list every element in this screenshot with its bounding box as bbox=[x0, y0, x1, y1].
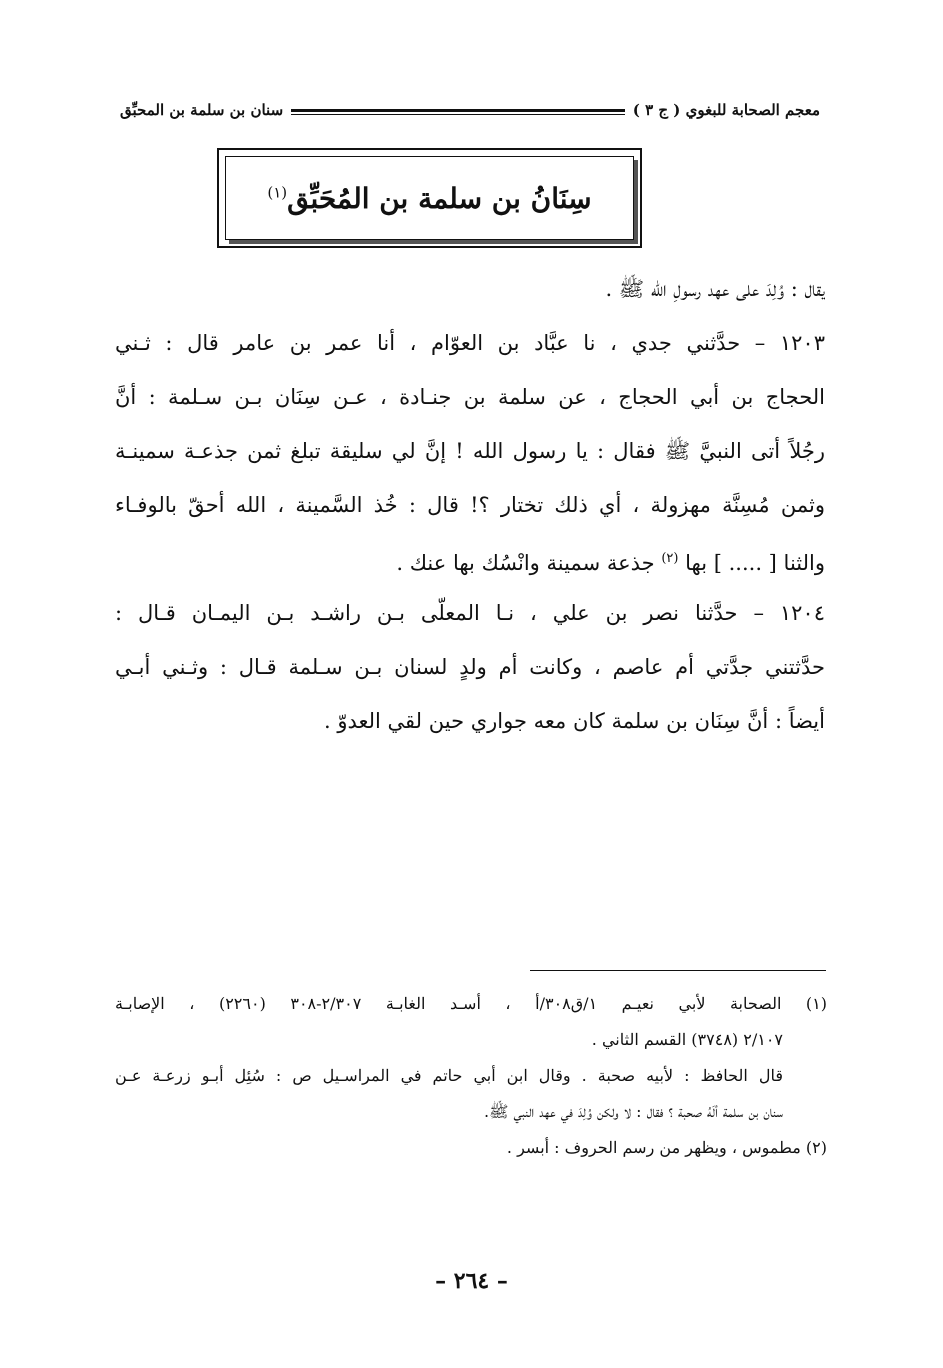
footnote-line: ٢/١٠٧ (٣٧٤٨) القسم الثاني . bbox=[591, 1030, 783, 1049]
footnote-line: (٢) مطموس ، ويظهر من رسم الحروف : أبسر . bbox=[506, 1138, 827, 1157]
body-line: رجُلاً أتى النبيَّ ﷺ فقال : يا رسول الله ! إنَّ لي سليقة تبلغ ثمن جذعـة سمينـة bbox=[115, 439, 825, 463]
body-footnote-ref: (٢) bbox=[661, 551, 679, 566]
footnote-line: (١) الصحابة لأبي نعيـم ١/ق٣٠٨/أ ، أسـد الغابـة ٢/٣٠٧-٣٠٨ (٢٢٦٠) ، الإصابـة bbox=[115, 994, 827, 1013]
body-line bbox=[115, 532, 825, 586]
body-line: يقال : وُلِدَ على عهد رسولِ الله ﷺ . bbox=[605, 277, 825, 301]
body-line: ١٢٠٣ – حدَّثني جدي ، نا عبَّاد بن العوّام ، أنا عمر بن عامر قال : ثـني bbox=[115, 331, 825, 355]
page-number: – ٢٦٤ – bbox=[435, 1268, 508, 1294]
running-header bbox=[120, 96, 820, 124]
entry-title bbox=[267, 182, 591, 215]
body-text bbox=[115, 262, 825, 748]
footnote-line: قال الحافظ : لأبيه صحبة . وقال ابن أبي حاتم في المراسـيل ص : سُئِل أبـو زرعـة عـن bbox=[115, 1066, 783, 1085]
body-line: ١٢٠٤ – حدَّثنا نصر بن علي ، نـا المعلّى بـن راشـد بـن اليمـان قـال : bbox=[115, 601, 825, 625]
body-line: وثمن مُسِنَّة مهزولة ، أي ذلك تختار ؟! قال : خُذ السَّمينة ، الله أحقّ بالوفـاء bbox=[115, 493, 825, 517]
header-rule bbox=[291, 109, 625, 112]
footnotes bbox=[115, 986, 827, 1166]
body-line: الحجاج بن أبي الحجاج ، عن سلمة بن جنـادة ، عـن سِنَان بـن سـلمة : أنَّ bbox=[115, 385, 825, 409]
header-book-title: معجم الصحابة للبغوي ( ج ٣ ) bbox=[632, 101, 820, 119]
footnote-line: سنان بن سلمة ألَهُ صحبة ؟ فقال : لا ولكن وُلِدَ في عهد النبي ﷺ. bbox=[484, 1102, 783, 1121]
header-chapter-title: سنان بن سلمة بن المحبِّق bbox=[120, 101, 284, 119]
footnote-separator bbox=[530, 970, 826, 971]
title-box-inner bbox=[225, 156, 634, 240]
body-line-part: جذعة سمينة وانْسُك بها عنك . bbox=[396, 551, 655, 575]
title-footnote-ref: (١) bbox=[267, 183, 288, 202]
body-line-part: والثنا [ ..... ] بها bbox=[685, 551, 825, 575]
body-line: حدَّثتني جدَّتي أم عاصم ، وكانت أم ولدٍ لسنان بـن سـلمة قـال : وثـني أبـي bbox=[115, 655, 825, 679]
entry-title-text: سِنَانُ بن سلمة بن المُحَبِّق bbox=[287, 181, 592, 215]
title-box bbox=[217, 148, 642, 248]
body-line: أيضاً : أنَّ سِنَان بن سلمة كان معه جواري حين لقي العدوّ . bbox=[324, 709, 825, 733]
